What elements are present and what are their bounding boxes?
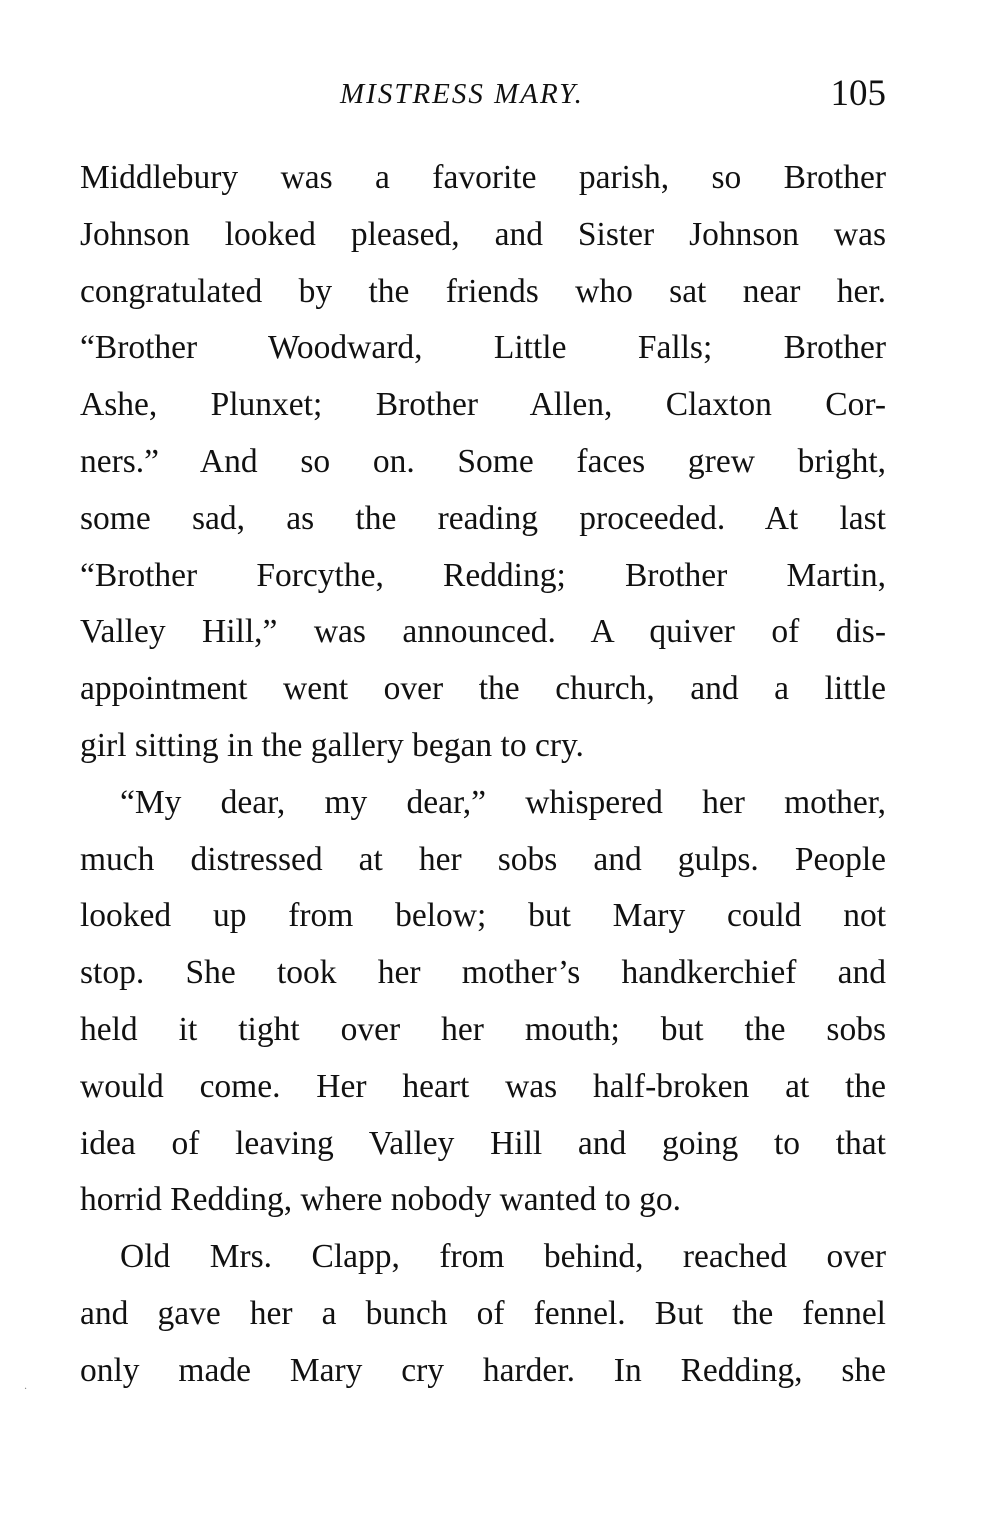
text-line: Valley Hill,” was announced. A quiver of dis- [80,613,886,651]
text-line: held it tight over her mouth; but the sobs [80,1010,886,1048]
text-line: some sad, as the reading proceeded. At last [80,499,886,537]
text-line: Johnson looked pleased, and Sister Johnson was [80,215,886,253]
page-header [80,72,886,122]
text-line: congratulated by the friends who sat near her. [80,272,886,310]
text-line: girl sitting in the gallery began to cry. [80,726,584,764]
text-line: “Brother Forcythe, Redding; Brother Martin, [80,556,886,594]
scan-speck: · [24,1384,28,1395]
text-line: idea of leaving Valley Hill and going to that [80,1124,886,1162]
text-line: appointment went over the church, and a little [80,670,886,708]
text-line: only made Mary cry harder. In Redding, she [80,1351,886,1389]
running-title: MISTRESS MARY. [340,78,584,110]
text-line: stop. She took her mother’s handkerchief and [80,954,886,992]
text-line: horrid Redding, where nobody wanted to go. [80,1181,682,1219]
text-line: and gave her a bunch of fennel. But the fennel [80,1294,886,1332]
text-line: ners.” And so on. Some faces grew bright, [80,442,886,480]
text-line: Middlebury was a favorite parish, so Brother [80,159,886,196]
text-line: much distressed at her sobs and gulps. People [80,840,886,878]
text-line: would come. Her heart was half-broken at the [80,1067,886,1105]
text-line: looked up from below; but Mary could not [80,897,886,935]
text-line: Old Mrs. Clapp, from behind, reached over [120,1238,886,1276]
text-line: Ashe, Plunxet; Brother Allen, Claxton Cor- [80,386,886,424]
text-line: “Brother Woodward, Little Falls; Brother [80,329,886,367]
body-text [80,150,886,1400]
page-number: 105 [830,73,886,114]
text-line: “My dear, my dear,” whispered her mother, [120,783,886,821]
